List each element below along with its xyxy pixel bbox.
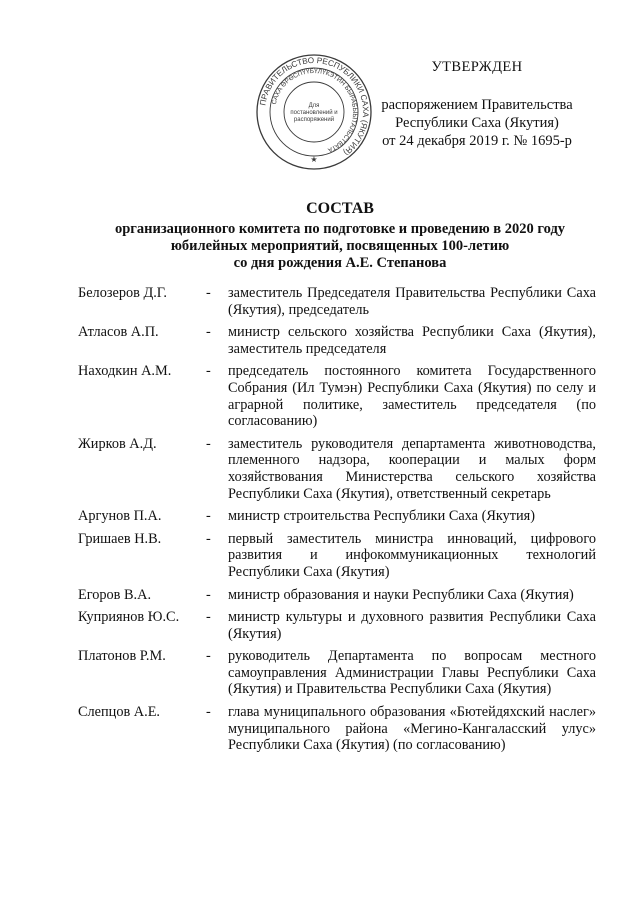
approval-block xyxy=(352,58,602,150)
heading-line1: организационного комитета по подготовке и проведению в 2020 году xyxy=(114,221,566,237)
member-role: заместитель Председателя Правительства Республики Саха (Якутия), председатель xyxy=(228,285,596,318)
member-row xyxy=(78,609,598,642)
member-role: заместитель руководителя департамента животноводства, племенного надзора, кооперации и малых форм хозяйствования Министерства сельского хозяйства Республики Саха (Якутия), ответственный секретарь xyxy=(228,435,596,502)
member-name: Гришаев Н.В. xyxy=(78,530,162,547)
member-row xyxy=(78,436,598,502)
member-role: министр образования и науки Республики Саха (Якутия) xyxy=(228,586,574,603)
member-dash: - xyxy=(206,530,211,547)
document-heading xyxy=(60,200,620,272)
member-name: Атласов А.П. xyxy=(78,324,159,341)
stamp-center-line2: постановлений и xyxy=(290,110,338,116)
member-dash: - xyxy=(206,586,211,603)
approval-line1: распоряжением Правительства xyxy=(381,97,573,113)
member-name: Жирков А.Д. xyxy=(78,435,157,452)
member-row xyxy=(78,363,598,429)
member-role: министр культуры и духовного развития Республики Саха (Якутия) xyxy=(228,609,596,642)
member-dash: - xyxy=(206,363,211,380)
member-name: Аргунов П.А. xyxy=(78,508,162,525)
member-row xyxy=(78,587,598,604)
member-dash: - xyxy=(206,704,211,721)
member-dash: - xyxy=(206,648,211,665)
member-row xyxy=(78,648,598,698)
approval-line2: Республики Саха (Якутия) xyxy=(395,115,559,131)
stamp-center-line3: распоряжений xyxy=(293,117,335,123)
stamp-center-line1: Для xyxy=(308,103,320,109)
member-role: министр строительства Республики Саха (Якутия) xyxy=(228,508,536,525)
member-row xyxy=(78,704,598,754)
member-name: Находкин А.М. xyxy=(78,363,172,380)
members-list xyxy=(78,285,598,760)
member-dash: - xyxy=(206,435,211,452)
member-name: Куприянов Ю.С. xyxy=(78,609,180,626)
stamp-inner-text: САХА ӨРӨСПҮҮБҮЛҮКЭТИН БЫРАБЫЫТАЛЬСТВАТА xyxy=(270,67,359,154)
heading-title: СОСТАВ xyxy=(306,200,374,217)
member-row xyxy=(78,324,598,357)
member-dash: - xyxy=(206,508,211,525)
heading-line2: юбилейных мероприятий, посвященных 100-летию xyxy=(170,238,510,254)
stamp-star-icon: ★ xyxy=(310,155,318,164)
member-role: глава муниципального образования «Бютейдяхский наслег» муниципального района «Мегино-Кангаласский улус» Республики Саха (Якутия) (по согласованию) xyxy=(228,704,596,754)
member-name: Слепцов А.Е. xyxy=(78,704,160,721)
stamp-outer-text: ПРАВИТЕЛЬСТВО РЕСПУБЛИКИ САХА (ЯКУТИЯ) xyxy=(258,55,371,158)
approval-title: УТВЕРЖДЕН xyxy=(431,59,523,75)
member-name: Егоров В.А. xyxy=(78,586,152,603)
member-dash: - xyxy=(206,324,211,341)
member-name: Платонов Р.М. xyxy=(78,648,166,665)
heading-line3: со дня рождения А.Е. Степанова xyxy=(233,255,447,271)
member-row xyxy=(78,508,598,525)
member-row xyxy=(78,531,598,581)
member-role: председатель постоянного комитета Государственного Собрания (Ил Тумэн) Республики Саха (Якутия) по селу и аграрной политике, заместитель председателя (по согласованию) xyxy=(228,363,596,430)
member-role: руководитель Департамента по вопросам местного самоуправления Администрации Главы Республики Саха (Якутия) и Правительства Республики Саха (Якутия) xyxy=(228,648,596,698)
member-dash: - xyxy=(206,609,211,626)
member-role: министр сельского хозяйства Республики Саха (Якутия), заместитель председателя xyxy=(228,324,596,357)
member-row xyxy=(78,285,598,318)
member-role: первый заместитель министра инноваций, цифрового развития и инфокоммуникационных технологий Республики Саха (Якутия) xyxy=(228,530,596,580)
approval-line3: от 24 декабря 2019 г. № 1695-р xyxy=(382,133,572,149)
member-dash: - xyxy=(206,285,211,301)
member-name: Белозеров Д.Г. xyxy=(78,285,168,301)
